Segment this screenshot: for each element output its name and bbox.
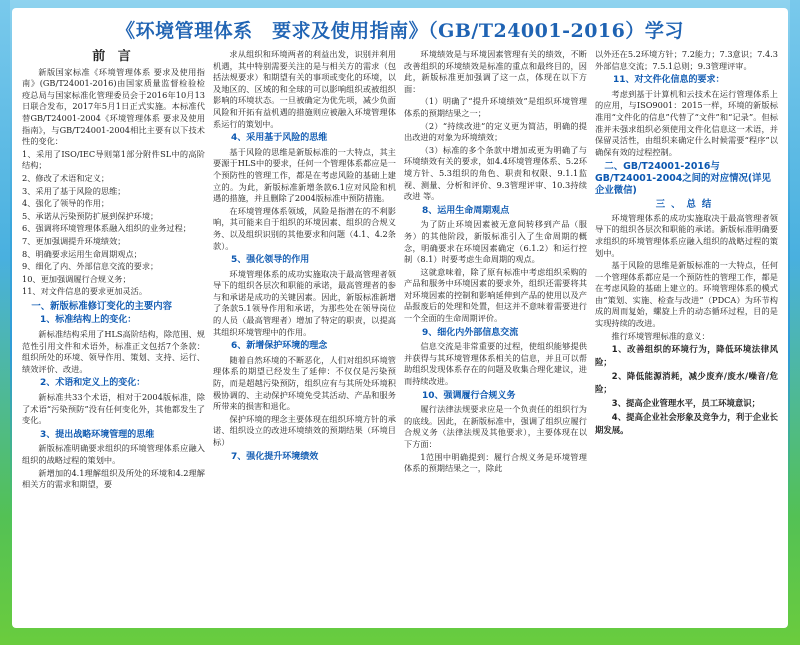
significance-point: 4、提高企业社会形象及竞争力，利于企业长期发展。 <box>595 412 778 436</box>
subsection-heading: 10、强调履行合规义务 <box>422 390 516 401</box>
body-paragraph: 环境绩效是与环境因素管理有关的绩效，不断改善组织的环境绩效是标准的重点和最终目的，因此，新版标准更加强调了这一点，体现在以下方面： <box>404 49 587 94</box>
change-item: 5、承诺从污染预防扩展到保护环境； <box>22 210 159 221</box>
subsection-heading: 1、标准结构上的变化： <box>40 315 137 326</box>
column-1 <box>22 49 205 619</box>
change-item: 1、采用了ISO/IEC导则第1部分附件SL中的高阶结构； <box>22 148 205 171</box>
subsection-heading: 6、新增保护环境的理念 <box>231 341 328 352</box>
body-paragraph: 新版标准明确要求组织的环境管理体系应融入组织的战略过程的策划中。 <box>22 443 205 465</box>
subsection-heading: 9、细化内外部信息交流 <box>422 327 519 338</box>
section-2-heading: 二、GB/T24001-2016与GB/T24001-2004之间的对应情况(详见企业微信) <box>595 161 771 196</box>
subsection-heading: 8、运用生命周期观点 <box>422 205 510 216</box>
change-item: 6、强调将环境管理体系融入组织的业务过程； <box>22 223 191 234</box>
body-paragraph: 基于风险的思维是新版标准的一大特点，任何一个管理体系都应是一个预防性的管理工作，都是在考虑风险的基础上建立的。环境管理体系的模式由“策划、实施、检查与改进”（PDCA）为环节构成的周而复始，螺旋上升的动态循环过程，目的是实现持续的改进。 <box>595 260 778 329</box>
body-paragraph: 新标准结构采用了HLS高阶结构，除范围、规范性引用文件和术语外，标准正文包括7个条款：组织所处的环境、领导作用、策划、支持、运行、绩效评价、改进。 <box>22 329 205 374</box>
intro-paragraph: 新版国家标准《环境管理体系 要求及使用指南》(GB/T24001-2016)由国家质量监督检验检疫总局与国家标准化管理委员会于2016年10月13日联合发布，2017年5月1日正式实施。本标准代替GB/T24001-2004《环境管理体系 要求及使用指南》，与GB/T24001-2004相比主要有以下技术性的变化： <box>22 66 205 147</box>
content-panel <box>12 8 788 628</box>
subsection-heading: 5、强化领导的作用 <box>231 255 310 266</box>
body-paragraph: 这就意味着，除了原有标准中考虑组织采购的产品和服务中环境因素的要求外，组织还需要将其对环境因素的控制和影响延伸到产品的使用以及产品报废后的处理和处置，但这并不意味着需要进行一个全面的生命周期评价。 <box>404 266 587 324</box>
body-paragraph: 环境管理体系的成功实施取决于最高管理者领导下的组织各层次和职能的承诺，最高管理者的参与和承诺是成功的关键因素。因此，新版标准新增了条款5.1领导作用和承诺，为那些处在领导岗位的人员（最高管理者）增加了特定的职责，以提高其组织环境管理中的作用。 <box>213 268 396 337</box>
body-paragraph: 基于风险的思维是新版标准的一大特点，其主要源于HLS中的要求，任何一个管理体系都应是一个预防性的管理工作，都是在考虑风险的基础上建立的。为此，新版标准新增条款6.1应对风险和机遇的措施，并且删除了2004版标准中预防措施。 <box>213 146 396 204</box>
list-item: （1）明确了“提升环境绩效”是组织环境管理体系的预期结果之一； <box>404 96 587 118</box>
change-item: 3、采用了基于风险的思维； <box>22 185 126 196</box>
body-paragraph: 履行法律法规要求应是一个负责任的组织行为的底线。因此，在新版标准中，强调了组织应履行合规义务（法律法规及其他要求），主要体现在以下方面： <box>404 404 587 449</box>
subsection-heading: 3、提出战略环境管理的思维 <box>40 429 155 440</box>
significance-point: 2、降低能源消耗，减少废弃/废水/噪音/危险； <box>595 371 778 395</box>
change-item: 2、修改了术语和定义； <box>22 172 110 183</box>
subsection-heading: 11、对文件化信息的要求： <box>613 75 725 86</box>
subsection-heading: 4、采用基于风险的思维 <box>231 133 328 144</box>
subsection-heading: 7、强化提升环境绩效 <box>231 451 319 462</box>
body-paragraph: 保护环境的理念主要体现在组织环境方针的承诺、组织设立的改进环境绩效的预期结果（环境目标） <box>213 413 396 447</box>
change-item: 8、明确要求运用生命周期观点； <box>22 248 142 259</box>
column-4 <box>595 49 778 619</box>
body-paragraph: 新标准共33个术语，相对于2004版标准，除了术语“污染预防”没有任何变化外，其他都发生了变化。 <box>22 392 205 426</box>
page-title: 《环境管理体系 要求及使用指南》（GB/T24001-2016）学习 <box>116 20 684 42</box>
change-item: 11、对文件信息的要求更加灵活。 <box>22 286 148 297</box>
body-paragraph: 环境管理体系的成功实施取决于最高管理者领导下的组织各层次和职能的承诺。新版标准明确要求组织的环境管理体系应融入组织的战略过程的策划中。 <box>595 212 778 258</box>
preface-heading: 前 言 <box>92 49 135 64</box>
column-2 <box>213 49 396 619</box>
body-paragraph: 为了防止环境因素被无意间转移到产品（服务）的其他阶段，新版标准引入了生命周期的概念，明确要求在环境因素确定（6.1.2）和运行控制（8.1）时要考虑生命周期的观点。 <box>404 219 587 265</box>
subsection-heading: 2、术语和定义上的变化： <box>40 378 146 389</box>
body-paragraph: 1范围中明确提到：履行合规义务是环境管理体系的预期结果之一，除此 <box>404 451 587 474</box>
change-item: 10、更加强调履行合规义务； <box>22 273 131 284</box>
change-item: 7、更加强调提升环境绩效； <box>22 235 126 246</box>
list-item: （2）“持续改进”的定义更为简洁，明确的提出改进的对象为环境绩效； <box>404 120 587 143</box>
section-3-heading: 三、总结 <box>655 199 718 211</box>
significance-point: 1、改善组织的环境行为，降低环境法律风险； <box>595 344 778 368</box>
body-paragraph: 以外还在5.2环境方针；7.2能力；7.3意识；7.4.3外部信息交流；7.5.1总则；9.3管理评审。 <box>595 49 778 71</box>
body-paragraph: 新增加的4.1理解组织及所处的环境和4.2理解相关方的需求和期望，要 <box>22 467 205 490</box>
body-paragraph: 在环境管理体系领域，风险是指潜在的不利影响，其可能来自于组织的环境因素、组织的合规义务、以及组织识别的其他要求和问题（4.1、4.2条款）。 <box>213 205 396 251</box>
column-3 <box>404 49 587 619</box>
body-paragraph: 推行环境管理标准的意义： <box>611 330 710 341</box>
significance-point: 3、提高企业管理水平，员工环境意识； <box>611 398 760 409</box>
body-paragraph: 信息交流是非常重要的过程，使组织能够提供并获得与其环境管理体系相关的信息，并且可以帮助组织发现体系存在的问题及收集合理化建议，进而持续改进。 <box>404 341 587 387</box>
section-1-heading: 一、新版标准修订变化的主要内容 <box>31 300 173 312</box>
change-item: 4、强化了领导的作用； <box>22 198 110 209</box>
body-paragraph: 随着自然环境的不断恶化，人们对组织环境管理体系的期望已经发生了延伸：不仅仅是污染预防，而是超越污染预防，组织应有与其所处环境积极协调的、主动保护环境免受其活动、产品和服务所带来的损害和退化。 <box>213 354 396 412</box>
body-paragraph: 考虑到基于计算机和云技术在运行管理体系上的应用，与ISO9001：2015一样，环境的新版标准用“文件化的信息”代替了“文件”和“记录”。但标准并未强求组织必须使用文件化信息这一术语，并保留灵活性，由组织来确定什么时候需要“程序”以确保有效的过程控制。 <box>595 88 778 157</box>
list-item: （3）标准的多个条款中增加或更为明确了与环境绩效有关的要求，如4.4环境管理体系、5.2环境方针、5.3组织的角色、职责和权限、9.1.1监视、测量、分析和评价、9.3管理评审、10.3持续改进 等。 <box>404 144 587 202</box>
columns <box>22 49 778 619</box>
change-item: 9、细化了内、外部信息交流的要求； <box>22 261 159 272</box>
body-paragraph: 求从组织和环境两者的利益出发，识别并利用机遇，其中特别需要关注的是与相关方的需求（包括法规要求）和期望有关的事项或变化的环境，以及地区的、区域的和全球的可以影响组织或被组织影响的环境状态。一旦被确定为优先项，减少负面风险和开拓有益机遇的措施则应被融入环境管理体系运行的策划中。 <box>213 49 396 129</box>
